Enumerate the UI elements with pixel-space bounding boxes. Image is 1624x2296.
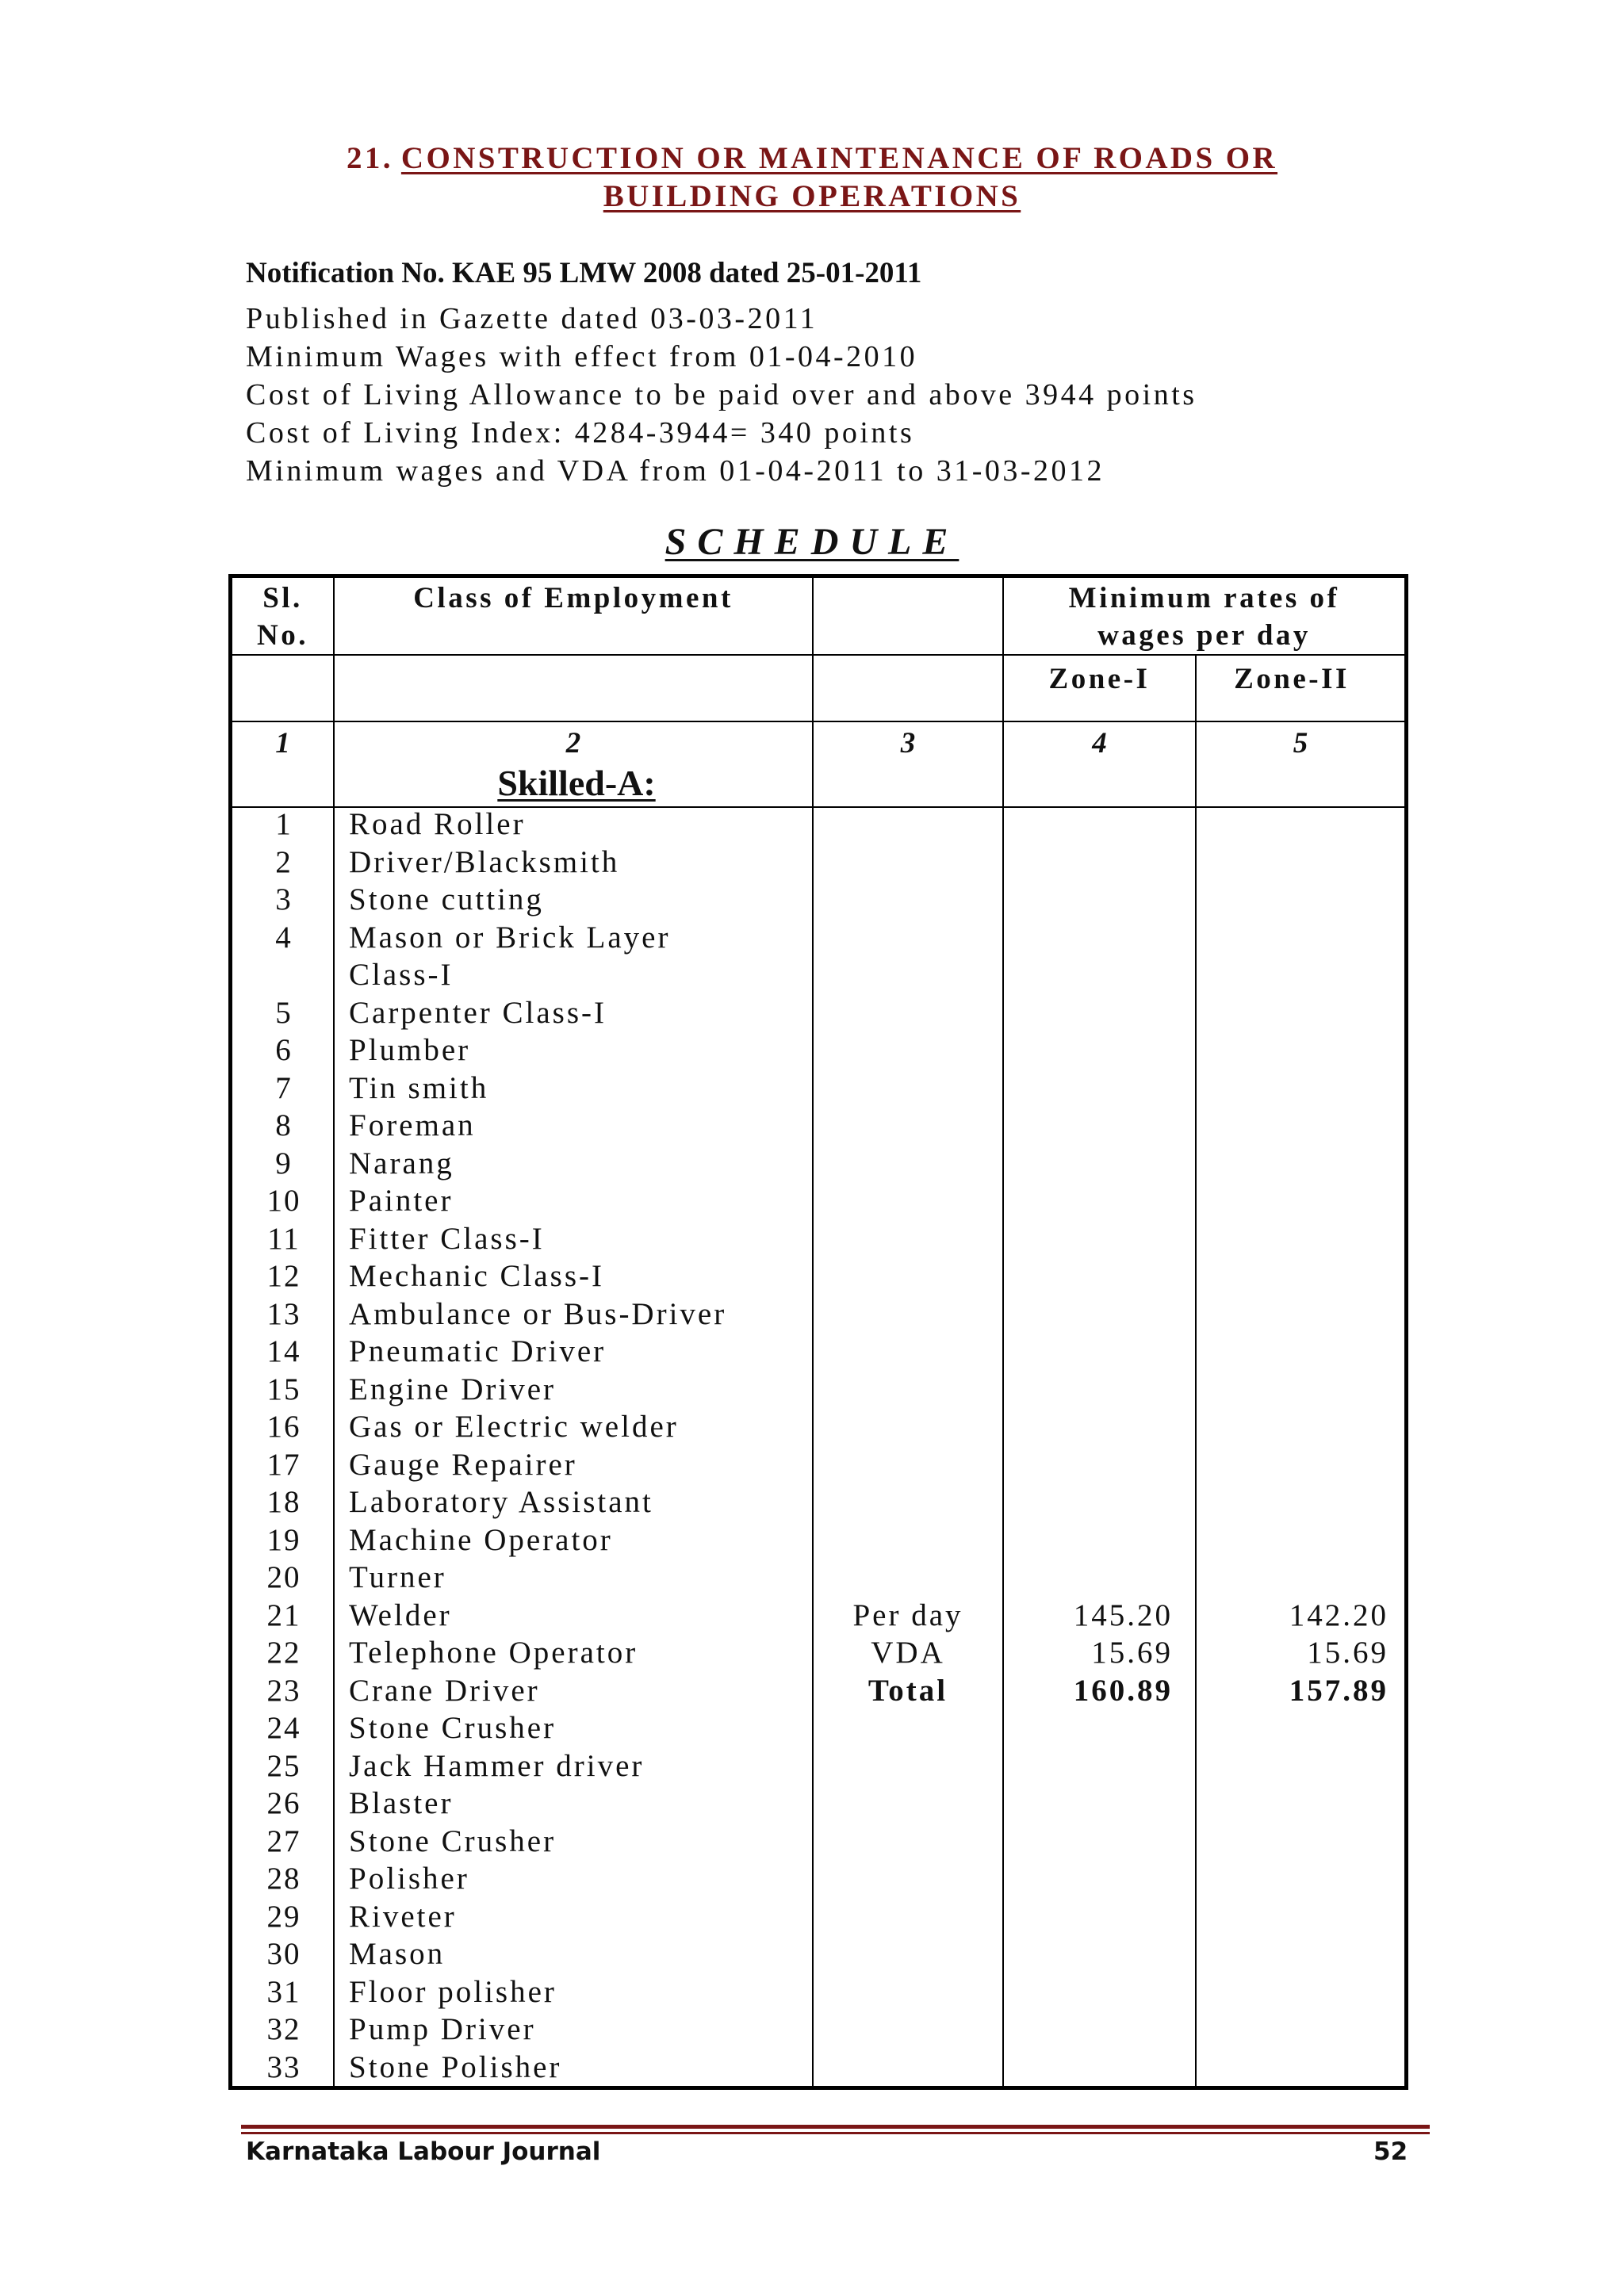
rate-label: Total: [868, 1673, 948, 1708]
schedule-title: SCHEDULE: [665, 521, 959, 563]
table-row: [232, 1295, 1404, 1334]
serial-number: 14: [266, 1334, 301, 1368]
group-title-skilled-a: Skilled-A:: [497, 763, 656, 803]
serial-number: 21: [266, 1598, 301, 1632]
employment-class: Polisher: [349, 1862, 469, 1896]
table-row: [232, 1182, 1404, 1220]
serial-number: 11: [267, 1221, 301, 1256]
column-number-5: 5: [1293, 727, 1308, 760]
table-row: [232, 1145, 1404, 1183]
cola-line: Cost of Living Allowance to be paid over and above 3944 points: [246, 378, 1197, 411]
serial-number: 7: [275, 1070, 293, 1105]
header-class-of-employment: Class of Employment: [413, 582, 733, 614]
header-minimum-rates: Minimum rates of wages per day: [1068, 582, 1340, 652]
table-row: [232, 2049, 1404, 2087]
table-row: [232, 1521, 1404, 1559]
notification-details: [246, 300, 1197, 490]
employment-class: Ambulance or Bus-Driver: [349, 1296, 727, 1331]
serial-number: 6: [275, 1033, 293, 1067]
employment-class: Driver/Blacksmith: [349, 844, 620, 879]
table-row: [232, 1031, 1404, 1070]
employment-class: Painter: [349, 1184, 454, 1218]
header-zone-2: Zone-II: [1234, 663, 1350, 695]
table-row: [232, 1371, 1404, 1409]
serial-number: 19: [266, 1522, 301, 1557]
table-row: [232, 1559, 1404, 1597]
employment-class: Gas or Electric welder: [349, 1410, 679, 1444]
table-row: [232, 1070, 1404, 1108]
rate-label: VDA: [871, 1636, 945, 1670]
employment-class: Telephone Operator: [349, 1636, 638, 1670]
journal-title: Karnataka Labour Journal: [246, 2137, 601, 2166]
serial-number: 4: [275, 920, 293, 955]
employment-class: Fitter Class-I: [349, 1221, 545, 1256]
serial-number: 10: [266, 1184, 301, 1218]
serial-number: 27: [266, 1823, 301, 1858]
row-divider: [232, 721, 1404, 722]
employment-class: Narang: [349, 1146, 454, 1181]
serial-number: 13: [266, 1296, 301, 1331]
table-row: [232, 1823, 1404, 1861]
employment-class: Mason: [349, 1937, 446, 1971]
employment-class: Mason or Brick Layer: [349, 920, 671, 955]
employment-class: Stone cutting: [349, 882, 544, 916]
employment-class: Mechanic Class-I: [349, 1259, 604, 1293]
table-row: [232, 1333, 1404, 1371]
table-row: [232, 1220, 1404, 1258]
serial-number: 16: [266, 1410, 301, 1444]
employment-class: Welder: [349, 1598, 452, 1632]
employment-class: Blaster: [349, 1786, 454, 1820]
zone-2-rate: 15.69: [1307, 1636, 1388, 1670]
index-line: Cost of Living Index: 4284-3944= 340 points: [246, 416, 915, 450]
zone-2-rate: 157.89: [1289, 1673, 1388, 1708]
column-number-1: 1: [275, 727, 290, 760]
serial-number: 31: [266, 1974, 301, 2009]
table-row: [232, 1898, 1404, 1936]
table-row: [232, 1785, 1404, 1823]
column-number-2: 2: [565, 727, 581, 760]
employment-class: Pneumatic Driver: [349, 1334, 607, 1368]
effective-date-line: Minimum Wages with effect from 01-04-2010: [246, 340, 918, 373]
section-number: 21.: [346, 141, 393, 175]
table-row: [232, 1973, 1404, 2011]
zone-1-rate: 15.69: [1091, 1636, 1173, 1670]
serial-number: 3: [275, 882, 293, 916]
table-row: [232, 919, 1404, 957]
table-row: [232, 1408, 1404, 1446]
serial-number: 8: [275, 1108, 293, 1142]
employment-class: Floor polisher: [349, 1974, 557, 2009]
employment-class: Engine Driver: [349, 1372, 557, 1406]
header-zone-1: Zone-I: [1048, 663, 1151, 695]
serial-number: 15: [266, 1372, 301, 1406]
header-sl-no: Sl. No.: [257, 582, 308, 652]
employment-class: Jack Hammer driver: [349, 1748, 645, 1783]
table-row: [232, 1709, 1404, 1747]
serial-number: 1: [275, 807, 293, 841]
notification-number: Notification No. KAE 95 LMW 2008 dated 25-01-2011: [246, 257, 922, 289]
serial-number: 20: [266, 1560, 301, 1594]
employment-class: Stone Polisher: [349, 2049, 562, 2084]
heading-line-1: CONSTRUCTION OR MAINTENANCE OF ROADS OR: [400, 141, 1278, 175]
employment-class: Turner: [349, 1560, 446, 1594]
table-row: [232, 2011, 1404, 2049]
serial-number: 24: [266, 1711, 301, 1745]
serial-number: 22: [266, 1636, 301, 1670]
column-number-3: 3: [900, 727, 916, 760]
table-row: [232, 1860, 1404, 1898]
serial-number: 28: [266, 1862, 301, 1896]
table-row: [232, 1107, 1404, 1145]
row-divider: [232, 654, 1404, 656]
table-row: [232, 1747, 1404, 1785]
footer-rule: [241, 2125, 1430, 2129]
rate-label: Per day: [852, 1598, 963, 1632]
serial-number: 30: [266, 1937, 301, 1971]
employment-class: Carpenter Class-I: [349, 995, 607, 1030]
table-row: [232, 1935, 1404, 1973]
serial-number: 29: [266, 1899, 301, 1934]
serial-number: 5: [275, 995, 293, 1030]
serial-number: 12: [266, 1259, 301, 1293]
employment-class: Tin smith: [349, 1070, 489, 1105]
gazette-line: Published in Gazette dated 03-03-2011: [246, 302, 818, 335]
section-heading: [0, 140, 1624, 216]
employment-class: Crane Driver: [349, 1673, 540, 1708]
employment-class: Class-I: [349, 958, 454, 992]
table-row: [232, 956, 1404, 994]
employment-rows: [232, 806, 1404, 2086]
table-row: [232, 806, 1404, 844]
employment-class: Stone Crusher: [349, 1711, 557, 1745]
employment-class: Machine Operator: [349, 1522, 613, 1557]
serial-number: 2: [275, 844, 293, 879]
zone-1-rate: 160.89: [1073, 1673, 1173, 1708]
serial-number: 33: [266, 2049, 301, 2084]
table-row: [232, 994, 1404, 1032]
serial-number: 23: [266, 1673, 301, 1708]
serial-number: 26: [266, 1786, 301, 1820]
serial-number: 25: [266, 1748, 301, 1783]
employment-class: Road Roller: [349, 807, 526, 841]
table-row: [232, 1446, 1404, 1484]
heading-line-2: BUILDING OPERATIONS: [603, 179, 1021, 213]
employment-class: Laboratory Assistant: [349, 1485, 653, 1519]
footer-rule: [241, 2132, 1430, 2134]
serial-number: 9: [275, 1146, 293, 1181]
column-number-4: 4: [1092, 727, 1107, 760]
page-number: 52: [1373, 2137, 1408, 2166]
table-row: [232, 844, 1404, 882]
employment-class: Gauge Repairer: [349, 1447, 577, 1482]
employment-class: Pump Driver: [349, 2012, 536, 2046]
employment-class: Foreman: [349, 1108, 476, 1142]
zone-1-rate: 145.20: [1073, 1598, 1173, 1632]
wage-schedule-table: [228, 574, 1408, 2090]
zone-2-rate: 142.20: [1289, 1598, 1388, 1632]
table-row: [232, 881, 1404, 919]
employment-class: Plumber: [349, 1033, 471, 1067]
serial-number: 18: [266, 1485, 301, 1519]
table-row: [232, 1483, 1404, 1521]
period-line: Minimum wages and VDA from 01-04-2011 to 31-03-2012: [246, 454, 1105, 488]
table-row: [232, 1257, 1404, 1295]
serial-number: 32: [266, 2012, 301, 2046]
employment-class: Stone Crusher: [349, 1823, 557, 1858]
employment-class: Riveter: [349, 1899, 457, 1934]
serial-number: 17: [266, 1447, 301, 1482]
